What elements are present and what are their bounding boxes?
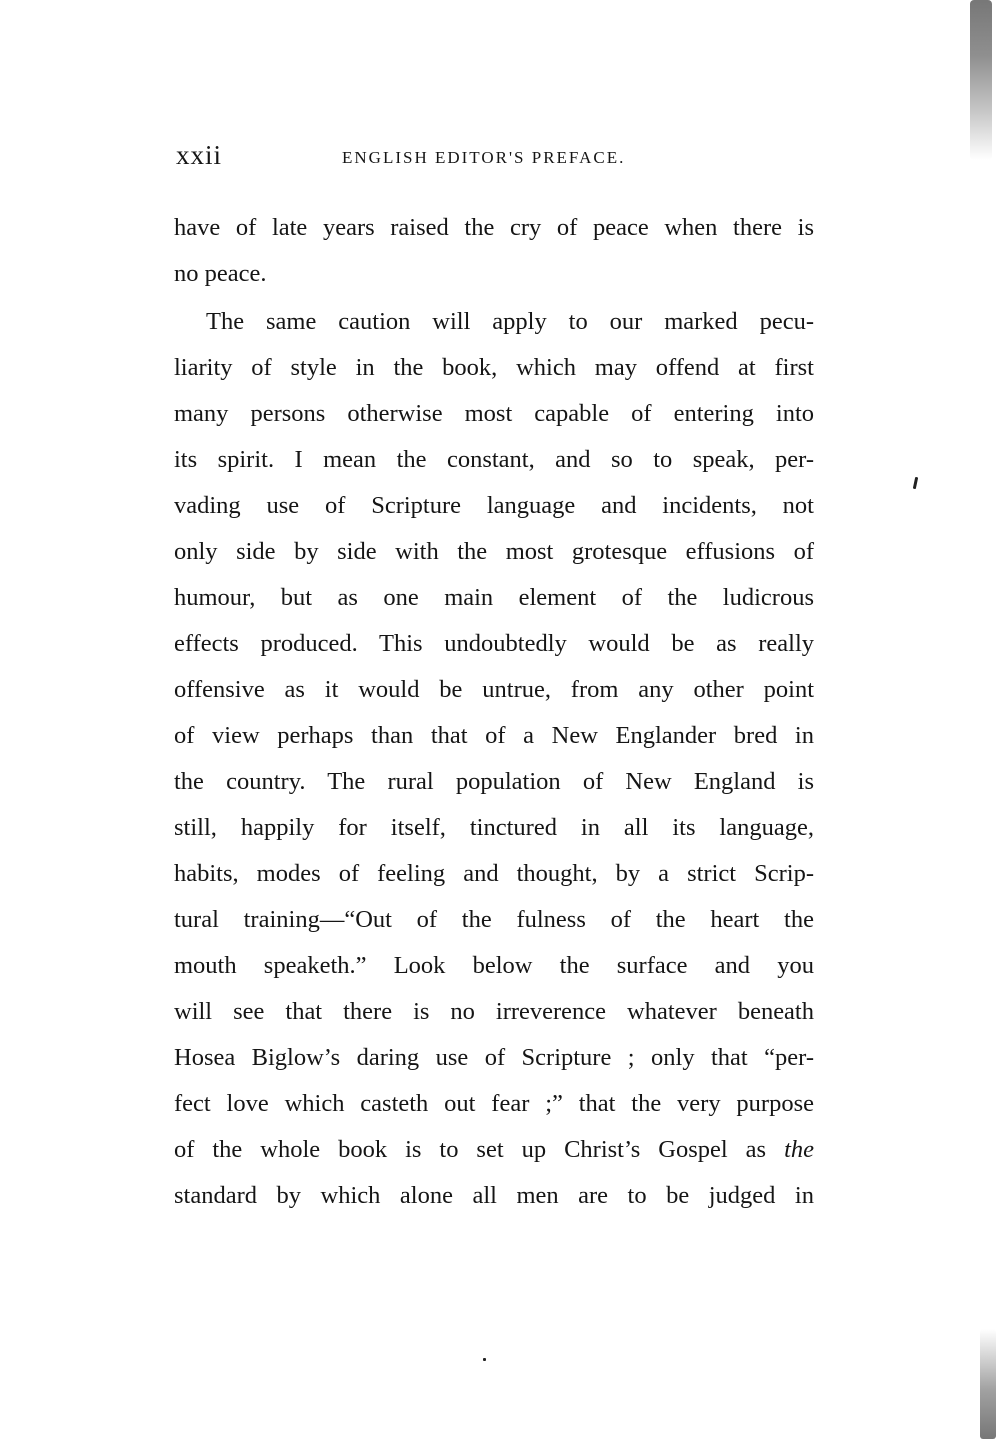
ink-speck bbox=[913, 477, 918, 489]
page-edge-shadow-bottom bbox=[980, 1329, 996, 1439]
body-text bbox=[174, 205, 814, 1219]
text-line: of view perhaps than that of a New Englander bred in bbox=[174, 722, 814, 749]
text-line: will see that there is no irreverence whatever beneath bbox=[174, 998, 814, 1025]
text-line: have of late years raised the cry of peace when there is bbox=[174, 214, 814, 241]
text-line: vading use of Scripture language and incidents, not bbox=[174, 492, 814, 519]
text-line: only side by side with the most grotesque effusions of bbox=[174, 538, 814, 565]
line-text: of the whole book is to set up Christ’s Gospel as bbox=[174, 1136, 767, 1163]
page-number: xxii bbox=[176, 140, 223, 170]
italic-word: the bbox=[784, 1136, 815, 1163]
text-line: many persons otherwise most capable of entering into bbox=[174, 400, 814, 427]
text-line: mouth speaketh.” Look below the surface and you bbox=[174, 952, 814, 979]
running-title: ENGLISH EDITOR'S PREFACE. bbox=[342, 148, 626, 167]
running-head bbox=[176, 140, 816, 174]
text-line: standard by which alone all men are to be judged in bbox=[174, 1182, 814, 1209]
text-line: effects produced. This undoubtedly would be as really bbox=[174, 630, 814, 657]
text-line: the country. The rural population of New England is bbox=[174, 768, 814, 795]
text-line: no peace. bbox=[174, 260, 267, 287]
text-line-with-italic bbox=[174, 1127, 814, 1173]
text-line: its spirit. I mean the constant, and so to speak, per- bbox=[174, 446, 814, 473]
text-line: offensive as it would be untrue, from any other point bbox=[174, 676, 814, 703]
ink-speck bbox=[483, 1358, 486, 1361]
text-line: tural training—“Out of the fulness of the heart the bbox=[174, 906, 814, 933]
text-line: liarity of style in the book, which may offend at first bbox=[174, 354, 814, 381]
paragraph-first-line: The same caution will apply to our marked pecu- bbox=[206, 308, 814, 335]
text-line: humour, but as one main element of the ludicrous bbox=[174, 584, 814, 611]
page-edge-shadow-top bbox=[970, 0, 992, 160]
text-line: fect love which casteth out fear ;” that the very purpose bbox=[174, 1090, 814, 1117]
text-line: Hosea Biglow’s daring use of Scripture ; only that “per- bbox=[174, 1044, 814, 1071]
text-line: habits, modes of feeling and thought, by a strict Scrip- bbox=[174, 860, 814, 887]
text-line: still, happily for itself, tinctured in all its language, bbox=[174, 814, 814, 841]
